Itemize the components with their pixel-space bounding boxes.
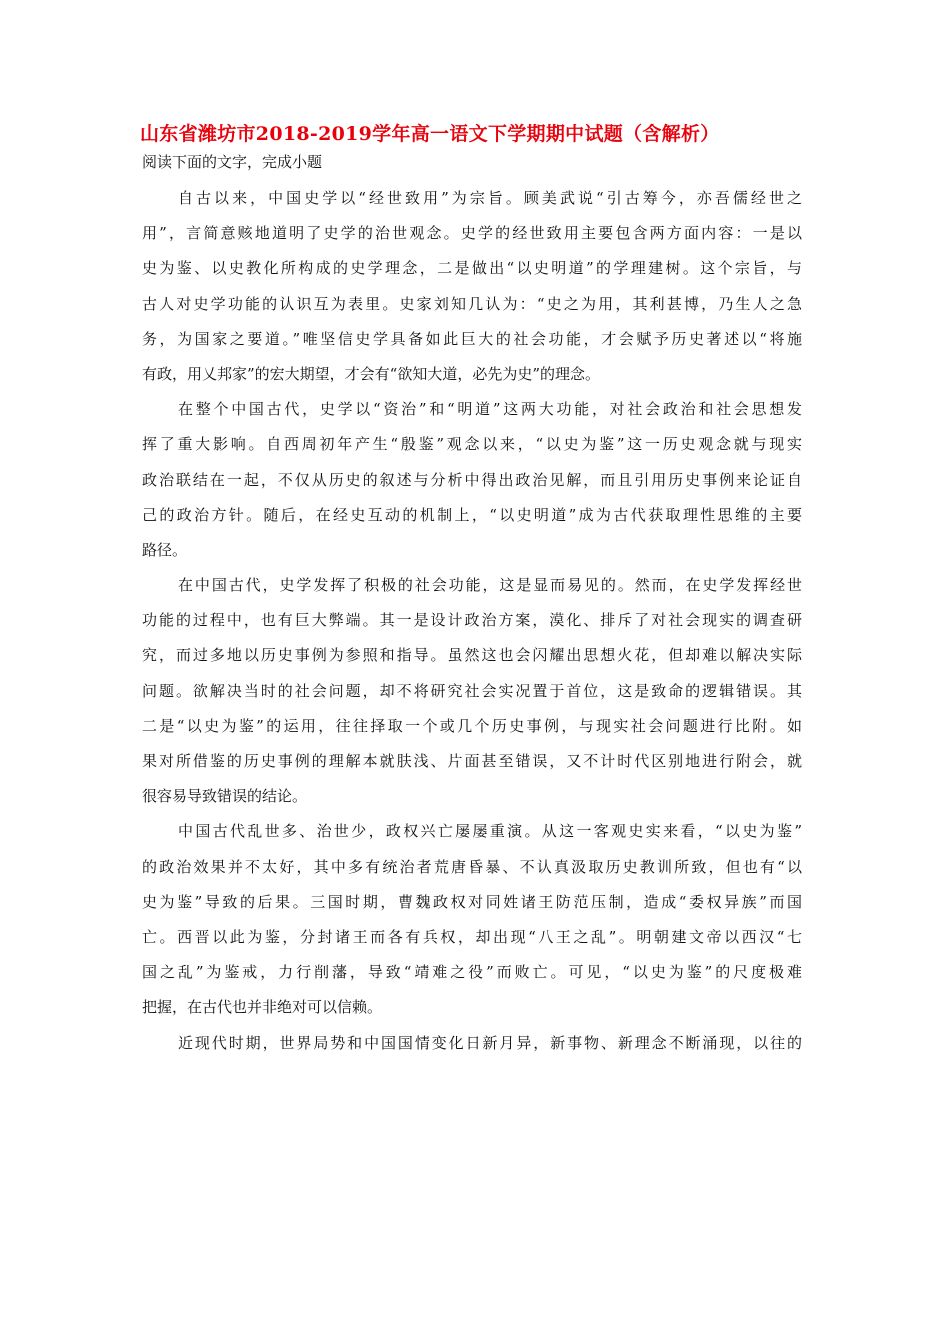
reading-instruction: 阅读下面的文字，完成小题 — [142, 153, 323, 171]
passage-line: 中国古代乱世多、治世少，政权兴亡屡屡重演。从这一客观史实来看，“以史为鉴” — [178, 822, 802, 841]
passage-line: 己的政治方针。随后，在经史互动的机制上，“以史明道”成为古代获取理性思维的主要 — [142, 505, 802, 524]
passage-line: 政治联结在一起，不仅从历史的叙述与分析中得出政治见解，而且引用历史事例来论证自 — [142, 470, 802, 489]
passage-line: 近现代时期，世界局势和中国国情变化日新月异，新事物、新理念不断涌现，以往的 — [178, 1033, 802, 1052]
passage-line: 用”，言简意赅地道明了史学的治世观念。史学的经世致用主要包含两方面内容：一是以 — [142, 224, 802, 243]
passage-line: 问题。欲解决当时的社会问题，却不将研究社会实况置于首位，这是致命的逻辑错误。其 — [142, 681, 802, 700]
passage-line: 亡。西晋以此为鉴，分封诸王而各有兵权，却出现“八王之乱”。明朝建文帝以西汉“七 — [142, 927, 802, 946]
passage-line: 务，为国家之要道。”唯坚信史学具备如此巨大的社会功能，才会赋予历史著述以“将施 — [142, 329, 802, 348]
passage-line: 挥了重大影响。自西周初年产生“殷鉴”观念以来，“以史为鉴”这一历史观念就与现实 — [142, 435, 802, 454]
passage-line: 果对所借鉴的历史事例的理解本就肤浅、片面甚至错误，又不计时代区别地进行附会，就 — [142, 752, 802, 770]
passage-line: 的政治效果并不太好，其中多有统治者荒唐昏暴、不认真汲取历史教训所致，但也有“以 — [142, 857, 802, 876]
passage-line: 把握，在古代也并非绝对可以信赖。 — [142, 998, 383, 1017]
passage-line: 国之乱”为鉴戒，力行削藩，导致“靖难之役”而败亡。可见，“以史为鉴”的尺度极难 — [142, 963, 802, 982]
passage-body — [142, 181, 802, 1061]
passage-line: 在整个中国古代，史学以“资治”和“明道”这两大功能，对社会政治和社会思想发 — [178, 400, 802, 419]
passage-line: 二是“以史为鉴”的运用，往往择取一个或几个历史事例，与现实社会问题进行比附。如 — [142, 716, 802, 735]
passage-line: 路径。 — [142, 540, 188, 559]
passage-line: 究，而过多地以历史事例为参照和指导。虽然这也会闪耀出思想火花，但却难以解决实际 — [142, 646, 802, 665]
passage-line: 有政，用乂邦家”的宏大期望，才会有“欲知大道，必先为史”的理念。 — [142, 364, 601, 383]
passage-line: 史为鉴”导致的后果。三国时期，曹魏政权对同姓诸王防范压制，造成“委权异族”而国 — [142, 892, 802, 911]
passage-line: 自古以来，中国史学以“经世致用”为宗旨。顾美武说“引古筹今，亦吾儒经世之 — [178, 189, 802, 207]
passage-line: 很容易导致错误的结论。 — [142, 787, 308, 806]
passage-line: 在中国古代，史学发挥了积极的社会功能，这是显而易见的。然而，在史学发挥经世 — [178, 576, 802, 595]
document-title: 山东省潍坊市2018-2019学年高一语文下学期期中试题（含解析） — [140, 123, 720, 145]
passage-line: 古人对史学功能的认识互为表里。史家刘知几认为：“史之为用，其利甚博，乃生人之急 — [142, 294, 802, 313]
passage-line: 功能的过程中，也有巨大弊端。其一是设计政治方案，漠化、排斥了对社会现实的调查研 — [142, 611, 802, 630]
passage-line: 史为鉴、以史教化所构成的史学理念，二是做出“以史明道”的学理建树。这个宗旨，与 — [142, 259, 802, 278]
